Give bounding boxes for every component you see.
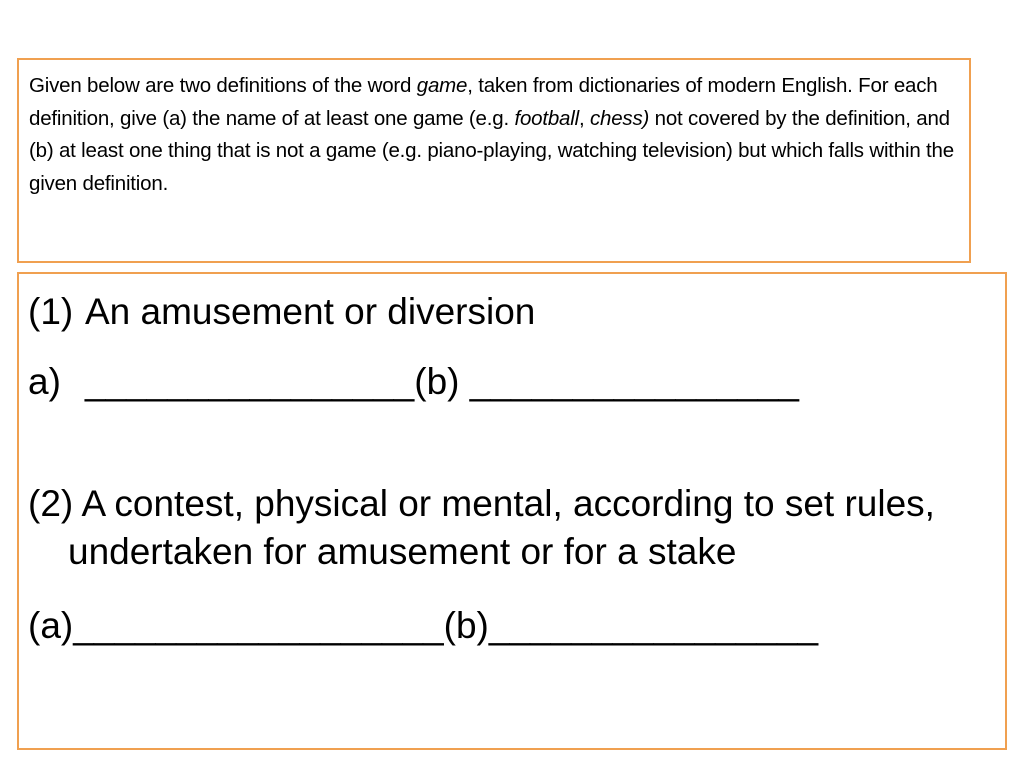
answer-2a-blank[interactable]: __________________ [73,605,444,646]
instructions-part1: Given below are two definitions of the word [29,74,417,97]
answer-1a-marker: a) [28,361,61,402]
definition-2-text: A contest, physical or mental, according to set rules, undertaken for amusement or for a stake [68,483,935,572]
answer-2b-marker: (b) [443,605,489,646]
instructions-example1: football [514,106,579,130]
answer-1b-blank[interactable]: ________________ [469,361,800,402]
definition-2-number: (2) [28,483,74,524]
definition-1-text: An amusement or diversion [85,291,536,332]
instructions-text [29,70,959,200]
instructions-comma: , [578,106,590,130]
definitions-box [17,272,1007,750]
instructions-part3: not covered by the definition, and (b) at least one thing that is not a game (e.g. piano-playing, watching television) but which falls within the given definition. [29,106,954,195]
definition-2 [28,480,1008,576]
definition-1-number: (1) [28,291,74,332]
answer-1b-marker: (b) [414,361,460,402]
instructions-example2: chess) [589,106,650,130]
definition-1 [28,288,535,336]
instructions-box [17,58,971,263]
instructions-part2: , taken from dictionaries of modern English. For each definition, give (a) the name of at least one game (e.g. [29,74,938,130]
instructions-word: game [416,74,468,97]
answer-2b-blank[interactable]: ________________ [488,605,819,646]
answer-2a-marker: (a) [28,605,74,646]
answer-1a-blank[interactable]: ________________ [85,361,415,402]
definition-1-answers [28,358,799,406]
definition-2-answers [28,602,818,650]
